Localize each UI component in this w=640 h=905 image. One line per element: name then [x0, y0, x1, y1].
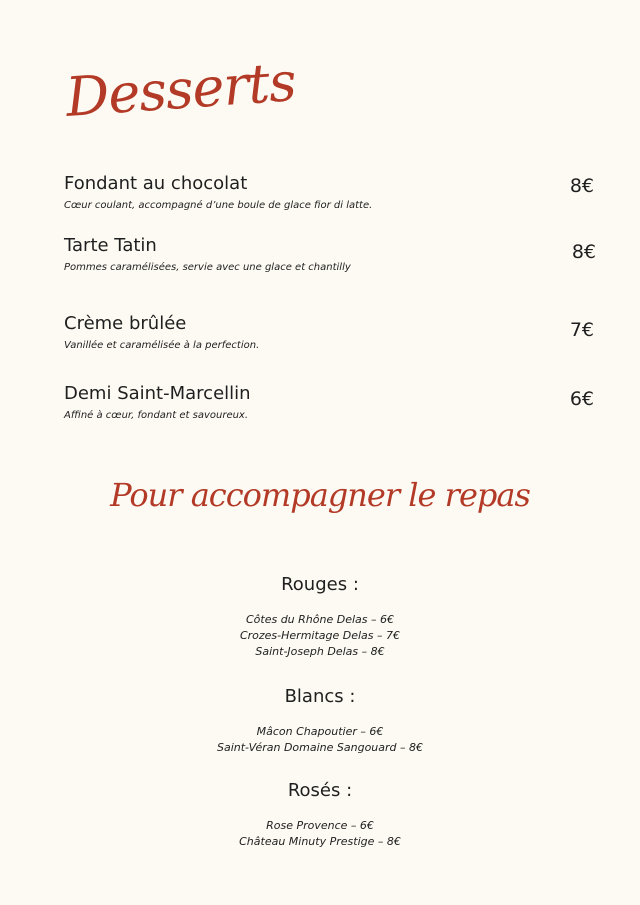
drinks-title: Pour accompagner le repas	[110, 476, 530, 514]
dessert-description: Affiné à cœur, fondant et savoureux.	[64, 410, 249, 421]
wine-list	[0, 724, 640, 756]
dessert-item	[64, 235, 596, 275]
dessert-name: Fondant au chocolat	[64, 173, 248, 194]
wine-list	[0, 818, 640, 850]
dessert-item	[64, 313, 594, 353]
dessert-item	[64, 173, 594, 213]
wine-heading: Rouges :	[281, 574, 359, 595]
dessert-name: Tarte Tatin	[64, 235, 157, 256]
dessert-description: Vanillée et caramélisée à la perfection.	[64, 340, 260, 351]
wine-list	[0, 612, 640, 660]
wine-heading: Rosés :	[287, 780, 353, 801]
wine-section-blancs	[0, 686, 640, 756]
wine-item: Crozes-Hermitage Delas – 7€	[239, 629, 401, 642]
page-title: Desserts	[63, 50, 298, 129]
dessert-description: Cœur coulant, accompagné d’une boule de glace fior di latte.	[64, 200, 373, 211]
dessert-name: Demi Saint-Marcellin	[64, 383, 251, 404]
dessert-price: 8€	[571, 241, 596, 263]
dessert-description: Pommes caramélisées, servie avec une glace et chantilly	[64, 262, 351, 273]
wine-section-rouges	[0, 574, 640, 660]
wine-section-roses	[0, 780, 640, 850]
dessert-name: Crème brûlée	[64, 313, 187, 334]
wine-item: Saint-Véran Domaine Sangouard – 8€	[216, 741, 424, 754]
wine-item: Saint-Joseph Delas – 8€	[255, 645, 385, 658]
dessert-price: 7€	[569, 319, 594, 341]
dessert-price: 6€	[569, 388, 594, 410]
wine-item: Château Minuty Prestige – 8€	[239, 835, 401, 848]
wine-heading: Blancs :	[284, 686, 356, 707]
wine-item: Côtes du Rhône Delas – 6€	[245, 613, 394, 626]
wine-item: Mâcon Chapoutier – 6€	[256, 725, 384, 738]
dessert-price: 8€	[569, 175, 594, 197]
wine-item: Rose Provence – 6€	[266, 819, 374, 832]
dessert-item	[64, 383, 594, 423]
